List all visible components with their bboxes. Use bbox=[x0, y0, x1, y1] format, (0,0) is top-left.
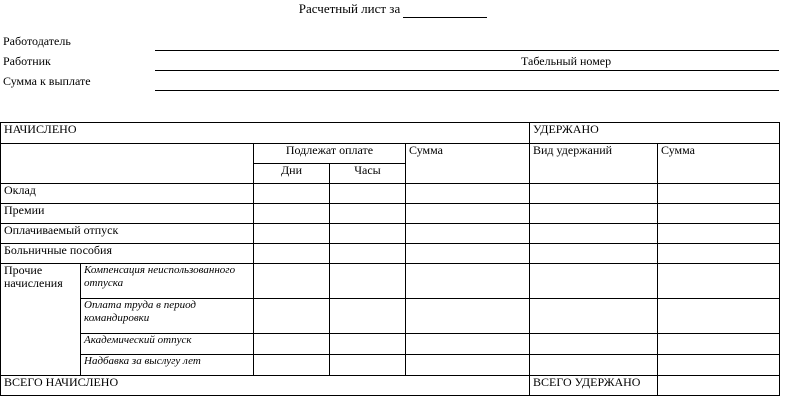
table-row bbox=[1, 224, 780, 244]
cell bbox=[254, 334, 330, 355]
cell bbox=[658, 355, 780, 376]
hours-header: Часы bbox=[330, 164, 406, 184]
cell bbox=[658, 334, 780, 355]
table-row bbox=[1, 244, 780, 264]
cell bbox=[330, 334, 406, 355]
cell bbox=[530, 264, 658, 299]
cell bbox=[406, 204, 530, 224]
cell bbox=[530, 224, 658, 244]
row-label-unused-leave-comp: Компенсация неиспользованного отпуска bbox=[81, 264, 254, 299]
page-title bbox=[0, 0, 786, 18]
cell bbox=[330, 264, 406, 299]
row-label-sick-pay: Больничные пособия bbox=[1, 244, 254, 264]
withholding-type-header: Вид удержаний bbox=[530, 144, 658, 184]
row-label-paid-leave: Оплачиваемый отпуск bbox=[1, 224, 254, 244]
cell bbox=[330, 244, 406, 264]
cell bbox=[406, 224, 530, 244]
withheld-title: УДЕРЖАНО bbox=[530, 123, 780, 144]
cell bbox=[406, 299, 530, 334]
cell bbox=[254, 184, 330, 204]
cell bbox=[530, 355, 658, 376]
cell bbox=[330, 355, 406, 376]
cell bbox=[530, 204, 658, 224]
cell bbox=[658, 224, 780, 244]
totals-row bbox=[1, 376, 780, 396]
blank-header-cell bbox=[1, 144, 254, 184]
payable-header: Подлежат оплате bbox=[254, 144, 406, 164]
cell bbox=[530, 244, 658, 264]
tabel-number-label: Табельный номер bbox=[521, 54, 612, 68]
employer-line bbox=[155, 50, 779, 51]
row-label-salary: Оклад bbox=[1, 184, 254, 204]
row-label-other-accruals: Прочие начисления bbox=[1, 264, 81, 376]
withheld-sum-header: Сумма bbox=[658, 144, 780, 184]
cell bbox=[330, 184, 406, 204]
cell bbox=[658, 204, 780, 224]
cell bbox=[406, 244, 530, 264]
cell bbox=[658, 299, 780, 334]
row-label-bonuses: Премии bbox=[1, 204, 254, 224]
total-accrued-label: ВСЕГО НАЧИСЛЕНО bbox=[1, 376, 530, 396]
cell bbox=[658, 244, 780, 264]
cell bbox=[330, 224, 406, 244]
table-row bbox=[1, 184, 780, 204]
period-blank bbox=[403, 4, 487, 18]
table-row bbox=[1, 334, 780, 355]
accrued-title: НАЧИСЛЕНО bbox=[1, 123, 530, 144]
title-text: Расчетный лист за bbox=[298, 1, 401, 16]
employer-label: Работодатель bbox=[3, 34, 71, 48]
table-row bbox=[1, 299, 780, 334]
cell bbox=[254, 299, 330, 334]
cell bbox=[330, 299, 406, 334]
cell bbox=[658, 264, 780, 299]
cell bbox=[330, 204, 406, 224]
cell bbox=[530, 299, 658, 334]
employee-label: Работник bbox=[3, 54, 51, 68]
cell bbox=[530, 334, 658, 355]
total-withheld-label: ВСЕГО УДЕРЖАНО bbox=[530, 376, 658, 396]
cell bbox=[658, 184, 780, 204]
payslip-table bbox=[0, 122, 780, 396]
cell bbox=[254, 244, 330, 264]
sum-header: Сумма bbox=[406, 144, 530, 184]
days-header: Дни bbox=[254, 164, 330, 184]
employee-line bbox=[155, 70, 779, 71]
cell bbox=[254, 355, 330, 376]
table-row bbox=[1, 204, 780, 224]
column-header-row bbox=[1, 144, 780, 164]
cell bbox=[254, 224, 330, 244]
cell bbox=[406, 184, 530, 204]
section-header-row bbox=[1, 123, 780, 144]
table-row bbox=[1, 264, 780, 299]
payout-label: Сумма к выплате bbox=[3, 74, 91, 88]
row-label-academic-leave: Академический отпуск bbox=[81, 334, 254, 355]
table-row bbox=[1, 355, 780, 376]
payout-line bbox=[155, 90, 779, 91]
cell bbox=[406, 355, 530, 376]
row-label-business-trip-pay: Оплата труда в период командировки bbox=[81, 299, 254, 334]
cell bbox=[530, 184, 658, 204]
cell bbox=[254, 264, 330, 299]
cell bbox=[658, 376, 780, 396]
row-label-seniority-bonus: Надбавка за выслугу лет bbox=[81, 355, 254, 376]
cell bbox=[254, 204, 330, 224]
cell bbox=[406, 264, 530, 299]
cell bbox=[406, 334, 530, 355]
